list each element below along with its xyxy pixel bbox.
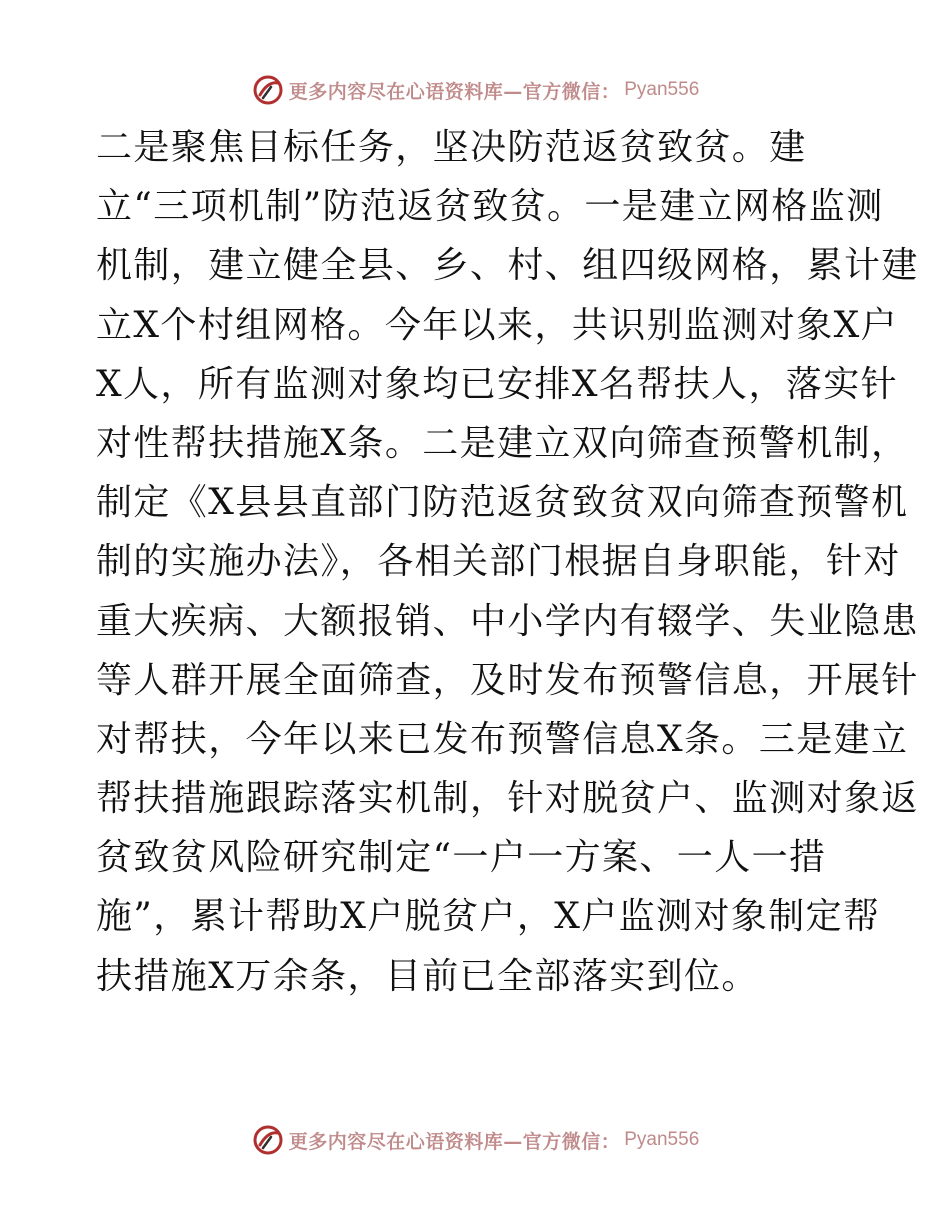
text-line: 机制，建立健全县、乡、村、组四级网格，累计建	[96, 245, 919, 287]
watermark-text: 更多内容尽在心语资料库—官方微信：	[288, 1130, 621, 1153]
document-body	[96, 118, 919, 1006]
footer-watermark	[0, 1122, 950, 1158]
text-line: 等人群开展全面筛查，及时发布预警信息，开展针	[96, 659, 919, 701]
watermark-text: 更多内容尽在心语资料库—官方微信：	[288, 80, 621, 103]
text-line: 扶措施X万余条，目前已全部落实到位。	[96, 955, 759, 997]
text-line: 立“三项机制”防范返贫致贫。一是建立网格监测	[96, 186, 884, 228]
text-line: 立X个村组网格。今年以来，共识别监测对象X户	[96, 304, 899, 346]
text-line: 帮扶措施跟踪落实机制，针对脱贫户、监测对象返	[96, 778, 919, 820]
watermark-wechat-id: Pyan556	[624, 1129, 700, 1150]
watermark-wechat-id: Pyan556	[624, 79, 700, 100]
header-watermark	[0, 72, 950, 108]
text-line: 重大疾病、大额报销、中小学内有辍学、失业隐患	[96, 600, 919, 642]
text-line: 对帮扶，今年以来已发布预警信息X条。三是建立	[96, 718, 909, 760]
text-line: 制的实施办法》，各相关部门根据自身职能，针对	[96, 541, 901, 583]
text-line: 施”，累计帮助X户脱贫户，X户监测对象制定帮	[96, 896, 881, 938]
text-line: X人，所有监测对象均已安排X名帮扶人，落实针	[96, 363, 899, 405]
text-line: 二是聚焦目标任务，坚决防范返贫致贫。建	[96, 127, 807, 168]
text-line: 制定《X县县直部门防范返贫致贫双向筛查预警机	[96, 482, 909, 524]
text-line: 贫致贫风险研究制定“一户一方案、一人一措	[96, 837, 827, 879]
brand-logo-icon	[251, 1123, 285, 1157]
brand-logo-icon	[251, 73, 285, 107]
text-line: 对性帮扶措施X条。二是建立双向筛查预警机制，	[96, 422, 909, 464]
